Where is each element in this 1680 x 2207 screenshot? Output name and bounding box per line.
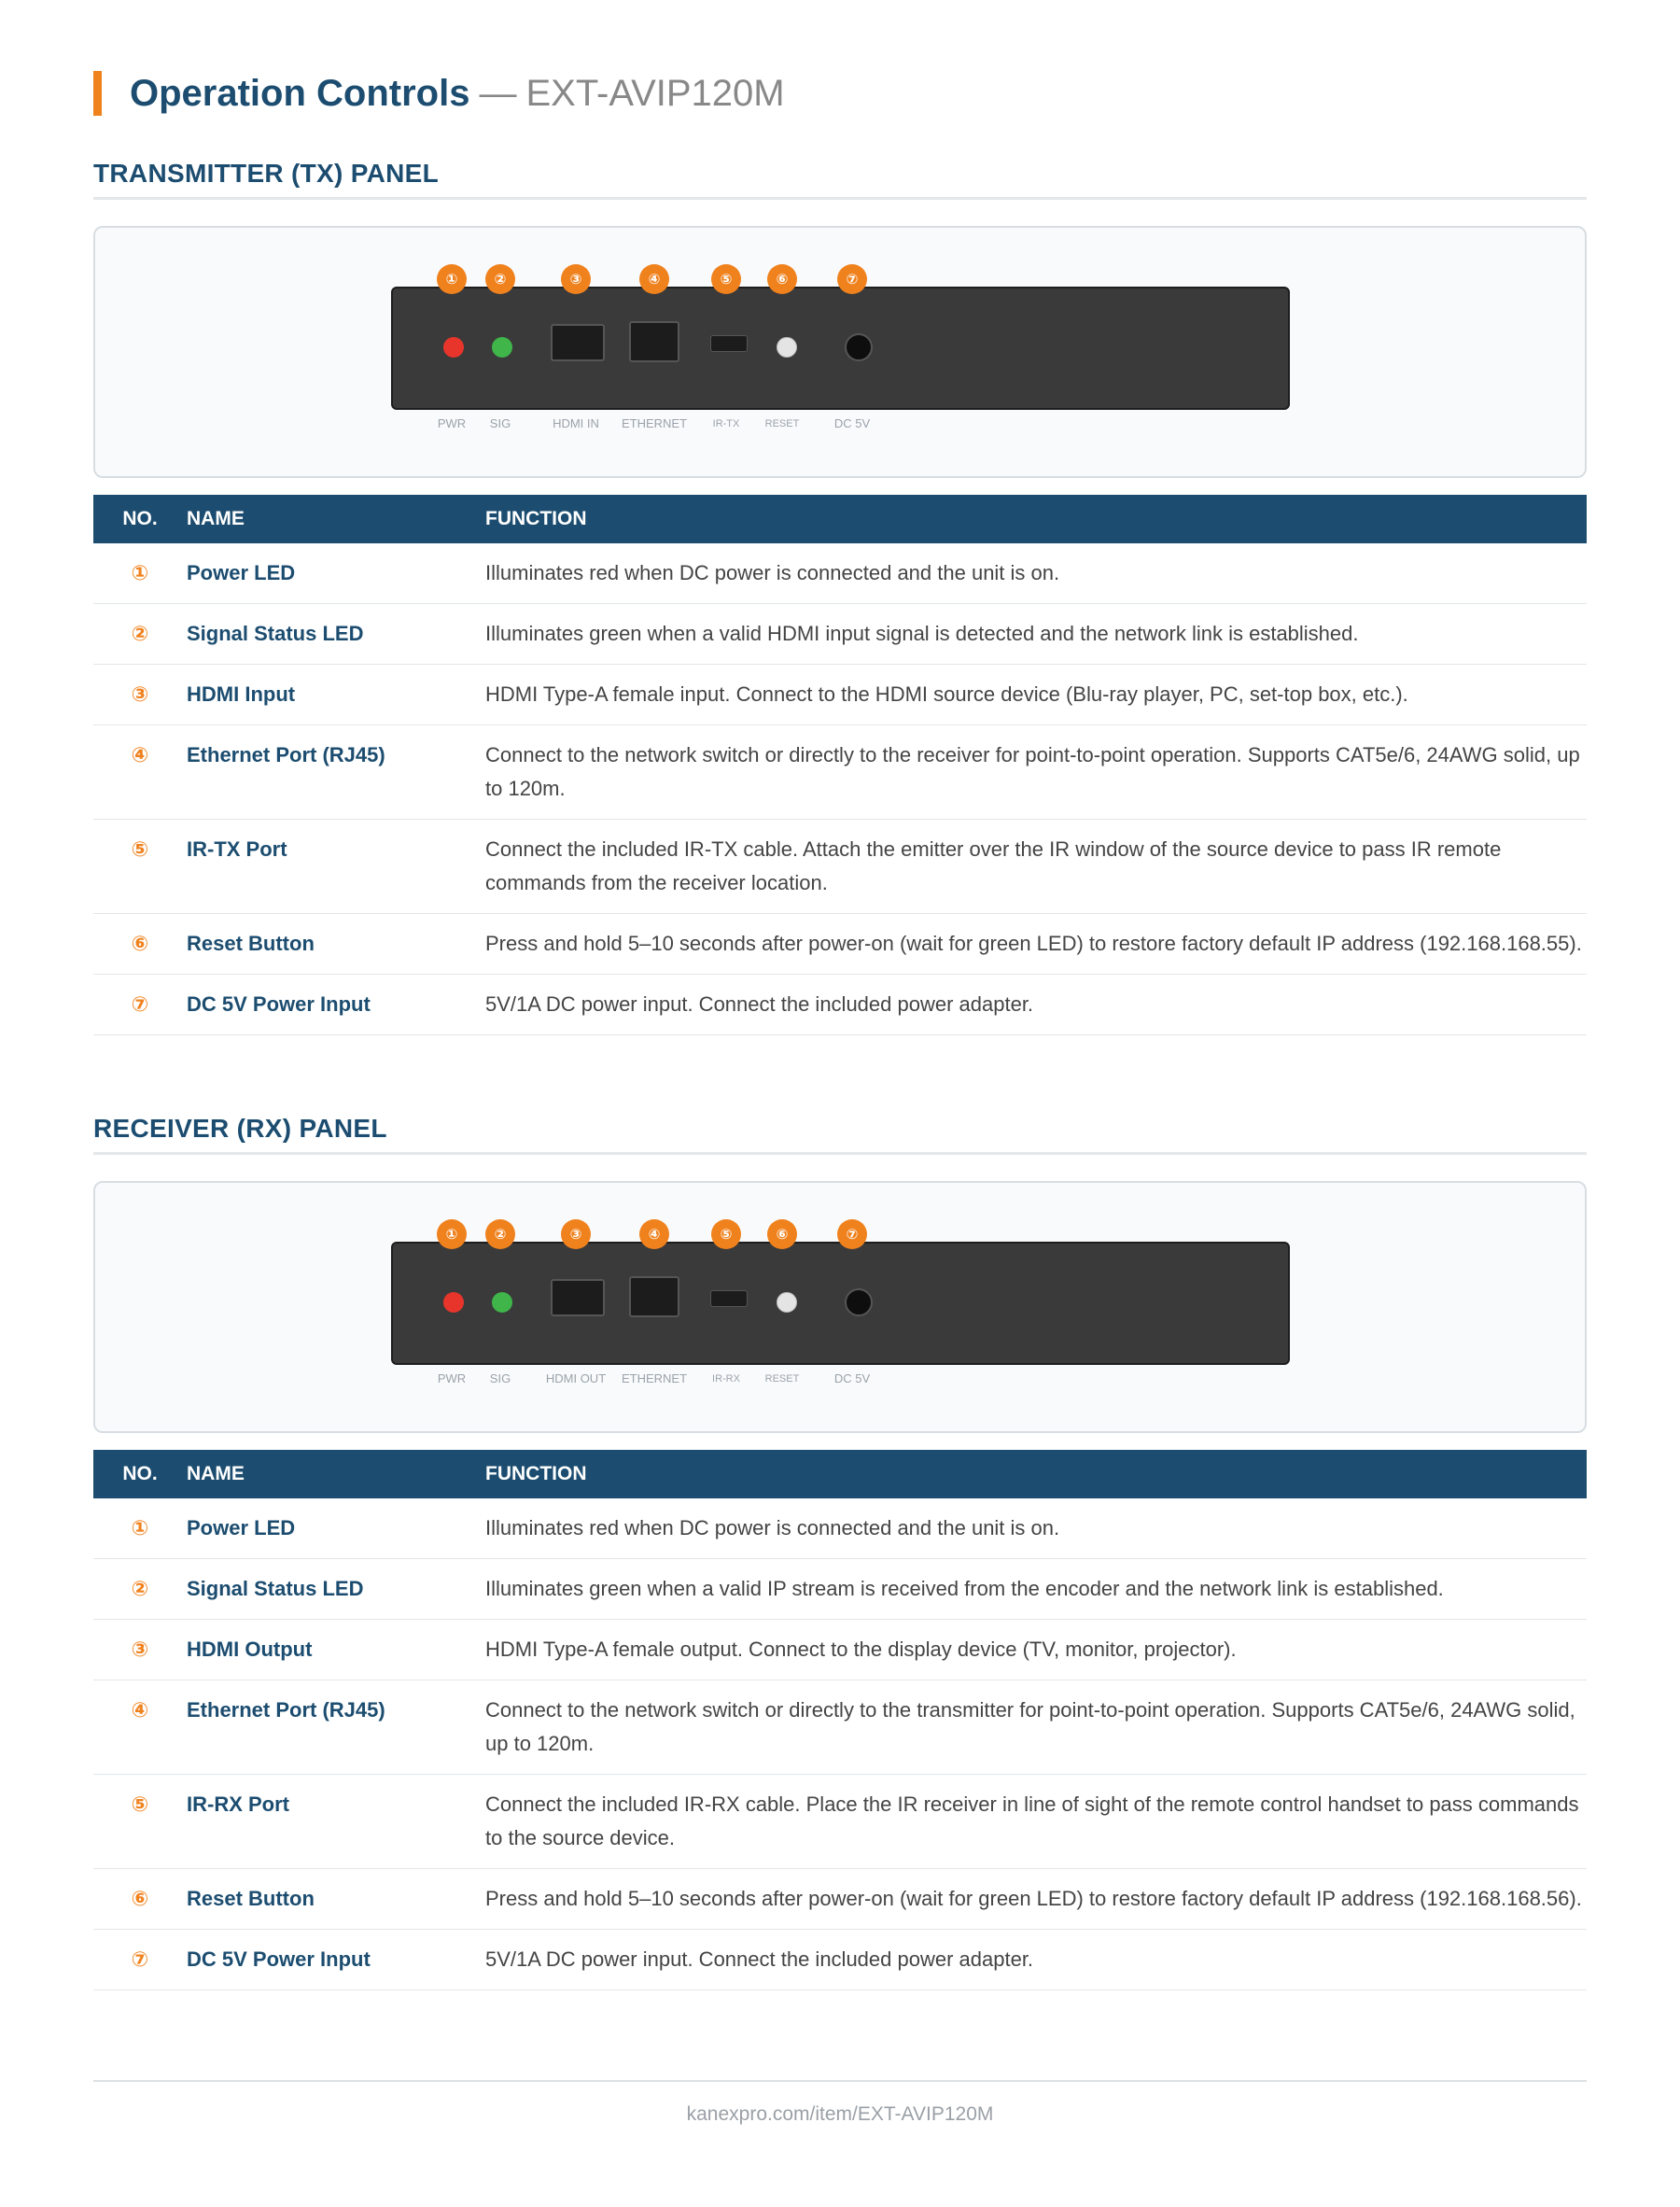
tx-port-label: PWR <box>437 416 467 430</box>
row-function: Connect to the network switch or directly to the transmitter for point-to-point operation. Supports CAT5e/6, 24AWG solid, up to 120m. <box>485 1680 1587 1775</box>
row-name: IR-RX Port <box>187 1775 485 1869</box>
table-row <box>93 1930 1587 1990</box>
tx-port-label: HDMI IN <box>553 416 599 430</box>
tx-callout: ② <box>485 264 515 294</box>
table-row <box>93 1498 1587 1559</box>
row-name: Power LED <box>187 543 485 604</box>
tx-callout: ③ <box>561 264 591 294</box>
row-function: Illuminates green when a valid HDMI input signal is detected and the network link is established. <box>485 604 1587 665</box>
row-number: ③ <box>93 665 187 725</box>
column-header-name: NAME <box>187 1450 485 1498</box>
tx-ir-port-icon <box>710 335 748 352</box>
row-name: HDMI Output <box>187 1620 485 1680</box>
rx-callout: ⑤ <box>711 1219 741 1249</box>
tx-hdmi-port-icon <box>551 324 605 361</box>
title-separator: — <box>479 72 517 114</box>
column-header-no: NO. <box>93 1450 187 1498</box>
tx-port-label: DC 5V <box>833 416 871 430</box>
rx-reset-button-icon <box>777 1292 797 1313</box>
row-number: ⑦ <box>93 975 187 1035</box>
title-accent-bar <box>93 71 102 116</box>
row-name: Reset Button <box>187 1869 485 1930</box>
rx-port-label: SIG <box>489 1371 511 1385</box>
row-number: ④ <box>93 1680 187 1775</box>
row-name: IR-TX Port <box>187 820 485 914</box>
rx-ir-port-icon <box>710 1290 748 1307</box>
row-name: HDMI Input <box>187 665 485 725</box>
row-number: ③ <box>93 1620 187 1680</box>
tx-port-label: SIG <box>489 416 511 430</box>
tx-power-led-icon <box>443 337 464 358</box>
row-name: Ethernet Port (RJ45) <box>187 725 485 820</box>
row-function: Illuminates red when DC power is connected and the unit is on. <box>485 543 1587 604</box>
rx-callout: ③ <box>561 1219 591 1249</box>
row-number: ⑦ <box>93 1930 187 1990</box>
table-row <box>93 1620 1587 1680</box>
row-function: 5V/1A DC power input. Connect the included power adapter. <box>485 975 1587 1035</box>
row-function: Press and hold 5–10 seconds after power-on (wait for green LED) to restore factory default IP address (192.168.168.56). <box>485 1869 1587 1930</box>
tx-callout: ⑥ <box>767 264 797 294</box>
row-function: Connect the included IR-TX cable. Attach the emitter over the IR window of the source device to pass IR remote commands from the receiver location. <box>485 820 1587 914</box>
rx-callout: ⑥ <box>767 1219 797 1249</box>
table-row <box>93 1775 1587 1869</box>
rx-device-illustration <box>391 1242 1290 1365</box>
tx-callout: ⑤ <box>711 264 741 294</box>
row-number: ⑥ <box>93 914 187 975</box>
rx-power-led-icon <box>443 1292 464 1313</box>
page-title <box>93 69 785 118</box>
tx-reset-button-icon <box>777 337 797 358</box>
row-number: ⑥ <box>93 1869 187 1930</box>
tx-port-label: RESET <box>764 418 800 429</box>
column-header-no: NO. <box>93 495 187 543</box>
column-header-name: NAME <box>187 495 485 543</box>
table-row <box>93 1680 1587 1775</box>
tx-panel-diagram <box>93 226 1587 478</box>
row-function: HDMI Type-A female output. Connect to the display device (TV, monitor, projector). <box>485 1620 1587 1680</box>
tx-dc-jack-icon <box>845 333 873 361</box>
row-function: Illuminates green when a valid IP stream is received from the encoder and the network link is established. <box>485 1559 1587 1620</box>
table-header-row <box>93 495 1587 543</box>
row-number: ⑤ <box>93 820 187 914</box>
table-row <box>93 1869 1587 1930</box>
tx-section-title: TRANSMITTER (TX) PANEL <box>93 159 1587 200</box>
table-row <box>93 1559 1587 1620</box>
tx-callout: ⑦ <box>837 264 867 294</box>
row-name: Ethernet Port (RJ45) <box>187 1680 485 1775</box>
row-number: ⑤ <box>93 1775 187 1869</box>
tx-port-label: IR-TX <box>712 418 740 429</box>
row-name: Signal Status LED <box>187 1559 485 1620</box>
rx-hdmi-port-icon <box>551 1279 605 1316</box>
row-number: ① <box>93 1498 187 1559</box>
row-function: 5V/1A DC power input. Connect the included power adapter. <box>485 1930 1587 1990</box>
rx-signal-led-icon <box>492 1292 512 1313</box>
rx-port-label: DC 5V <box>833 1371 871 1385</box>
table-header-row <box>93 1450 1587 1498</box>
rx-port-label: HDMI OUT <box>545 1371 607 1385</box>
rx-spec-table <box>93 1450 1587 1990</box>
tx-callout: ① <box>437 264 467 294</box>
row-name: DC 5V Power Input <box>187 1930 485 1990</box>
row-function: Connect to the network switch or directly to the receiver for point-to-point operation. Supports CAT5e/6, 24AWG solid, up to 120m. <box>485 725 1587 820</box>
rx-port-label: RESET <box>764 1373 800 1385</box>
row-number: ① <box>93 543 187 604</box>
rx-section-title: RECEIVER (RX) PANEL <box>93 1114 1587 1155</box>
table-row <box>93 604 1587 665</box>
row-name: Reset Button <box>187 914 485 975</box>
column-header-function: FUNCTION <box>485 1450 1587 1498</box>
tx-port-label: ETHERNET <box>621 416 688 430</box>
table-row <box>93 725 1587 820</box>
row-name: DC 5V Power Input <box>187 975 485 1035</box>
rx-callout: ② <box>485 1219 515 1249</box>
rx-port-label: ETHERNET <box>621 1371 688 1385</box>
page <box>93 0 1587 2207</box>
rx-callout: ① <box>437 1219 467 1249</box>
tx-ethernet-port-icon <box>629 321 679 362</box>
title-model: EXT-AVIP120M <box>525 72 785 114</box>
row-function: HDMI Type-A female input. Connect to the HDMI source device (Blu-ray player, PC, set-top box, etc.). <box>485 665 1587 725</box>
table-row <box>93 820 1587 914</box>
row-function: Press and hold 5–10 seconds after power-on (wait for green LED) to restore factory default IP address (192.168.168.55). <box>485 914 1587 975</box>
rx-port-label: IR-RX <box>712 1373 740 1385</box>
tx-device-illustration <box>391 287 1290 410</box>
title-main: Operation Controls <box>130 72 470 114</box>
column-header-function: FUNCTION <box>485 495 1587 543</box>
tx-signal-led-icon <box>492 337 512 358</box>
rx-ethernet-port-icon <box>629 1276 679 1317</box>
row-number: ④ <box>93 725 187 820</box>
footer-url[interactable]: kanexpro.com/item/EXT-AVIP120M <box>686 2103 994 2125</box>
tx-spec-table <box>93 495 1587 1035</box>
row-function: Connect the included IR-RX cable. Place the IR receiver in line of sight of the remote control handset to pass commands to the source device. <box>485 1775 1587 1869</box>
rx-callout: ④ <box>639 1219 669 1249</box>
row-number: ② <box>93 1559 187 1620</box>
row-name: Signal Status LED <box>187 604 485 665</box>
tx-callout: ④ <box>639 264 669 294</box>
row-name: Power LED <box>187 1498 485 1559</box>
table-row <box>93 914 1587 975</box>
table-row <box>93 975 1587 1035</box>
row-number: ② <box>93 604 187 665</box>
table-row <box>93 665 1587 725</box>
rx-panel-diagram <box>93 1181 1587 1433</box>
rx-port-label: PWR <box>437 1371 467 1385</box>
rx-dc-jack-icon <box>845 1288 873 1316</box>
footer-divider <box>93 2080 1587 2082</box>
table-row <box>93 543 1587 604</box>
row-function: Illuminates red when DC power is connected and the unit is on. <box>485 1498 1587 1559</box>
rx-callout: ⑦ <box>837 1219 867 1249</box>
